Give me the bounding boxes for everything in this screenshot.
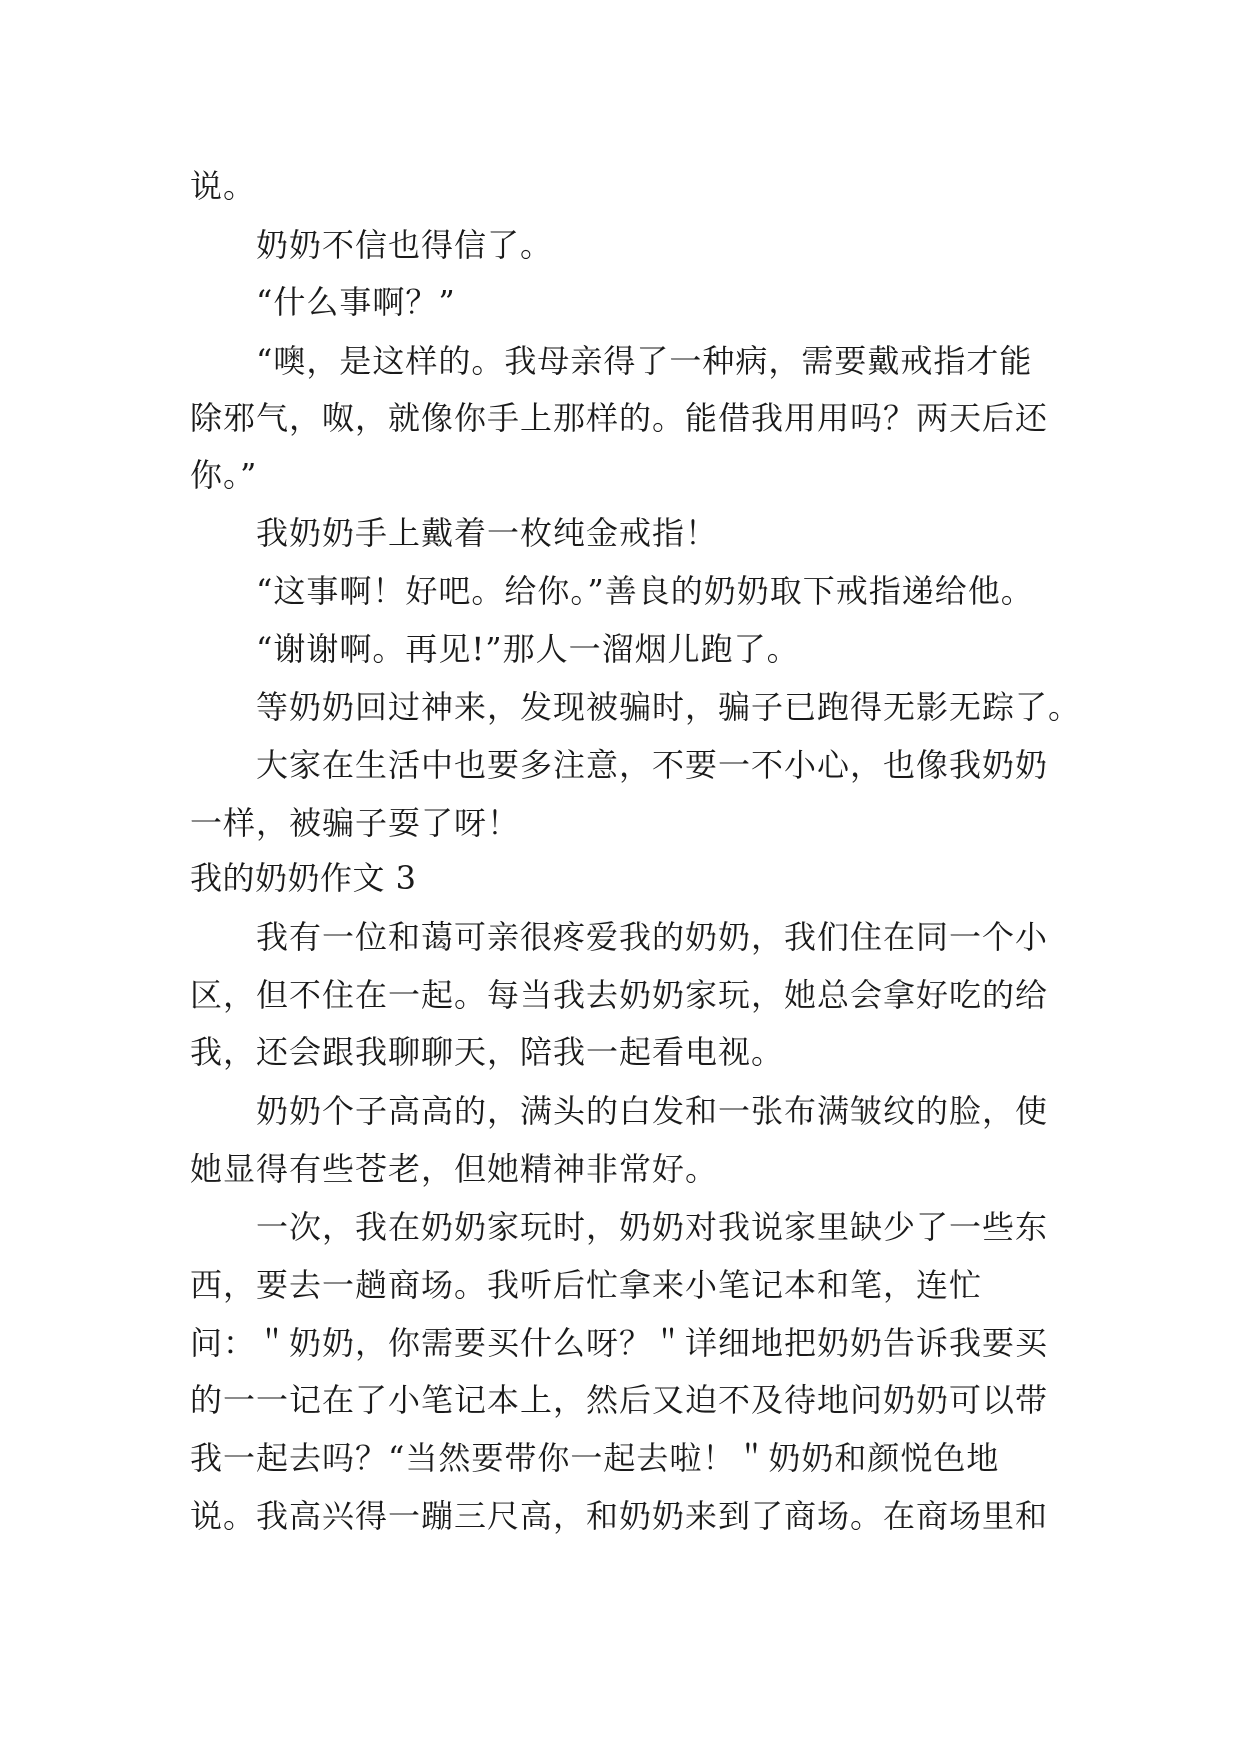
text-line: 我奶奶手上戴着一枚纯金戒指！ bbox=[256, 514, 719, 552]
text-line: 大家在生活中也要多注意，不要一不小心，也像我奶奶 bbox=[256, 746, 1049, 784]
section-heading: 我的奶奶作文 3 bbox=[190, 859, 417, 897]
text-line: 奶奶个子高高的，满头的白发和一张布满皱纹的脸，使 bbox=[256, 1092, 1049, 1130]
text-line: 一次，我在奶奶家玩时，奶奶对我说家里缺少了一些东 bbox=[256, 1208, 1049, 1246]
text-line: “什么事啊？” bbox=[256, 283, 456, 321]
text-line: 的一一记在了小笔记本上，然后又迫不及待地问奶奶可以带 bbox=[190, 1381, 1049, 1419]
text-line: 区，但不住在一起。每当我去奶奶家玩，她总会拿好吃的给 bbox=[190, 976, 1049, 1014]
text-line: 她显得有些苍老，但她精神非常好。 bbox=[190, 1150, 719, 1188]
text-line: 除邪气，呶，就像你手上那样的。能借我用用吗？两天后还 bbox=[190, 399, 1049, 437]
text-line: 奶奶不信也得信了。 bbox=[256, 226, 554, 264]
text-line: “噢，是这样的。我母亲得了一种病，需要戴戒指才能 bbox=[256, 342, 1033, 380]
text-line: 问：＂奶奶，你需要买什么呀？＂详细地把奶奶告诉我要买 bbox=[190, 1324, 1049, 1362]
text-line: 说。我高兴得一蹦三尺高，和奶奶来到了商场。在商场里和 bbox=[190, 1497, 1049, 1535]
text-line: 说。 bbox=[190, 167, 257, 205]
text-line: 一样，被骗子耍了呀！ bbox=[190, 804, 521, 842]
text-line: 西，要去一趟商场。我听后忙拿来小笔记本和笔，连忙 bbox=[190, 1266, 983, 1304]
text-line: 你。” bbox=[190, 456, 258, 494]
text-line: “这事啊！好吧。给你。”善良的奶奶取下戒指递给他。 bbox=[256, 572, 1034, 610]
text-line: 等奶奶回过神来，发现被骗时，骗子已跑得无影无踪了。 bbox=[256, 688, 1082, 726]
text-line: 我，还会跟我聊聊天，陪我一起看电视。 bbox=[190, 1033, 785, 1071]
text-line: 我一起去吗？“当然要带你一起去啦！＂奶奶和颜悦色地 bbox=[190, 1439, 1000, 1477]
text-line: 我有一位和蔼可亲很疼爱我的奶奶，我们住在同一个小 bbox=[256, 918, 1049, 956]
text-line: “谢谢啊。再见!”那人一溜烟儿跑了。 bbox=[256, 630, 800, 668]
